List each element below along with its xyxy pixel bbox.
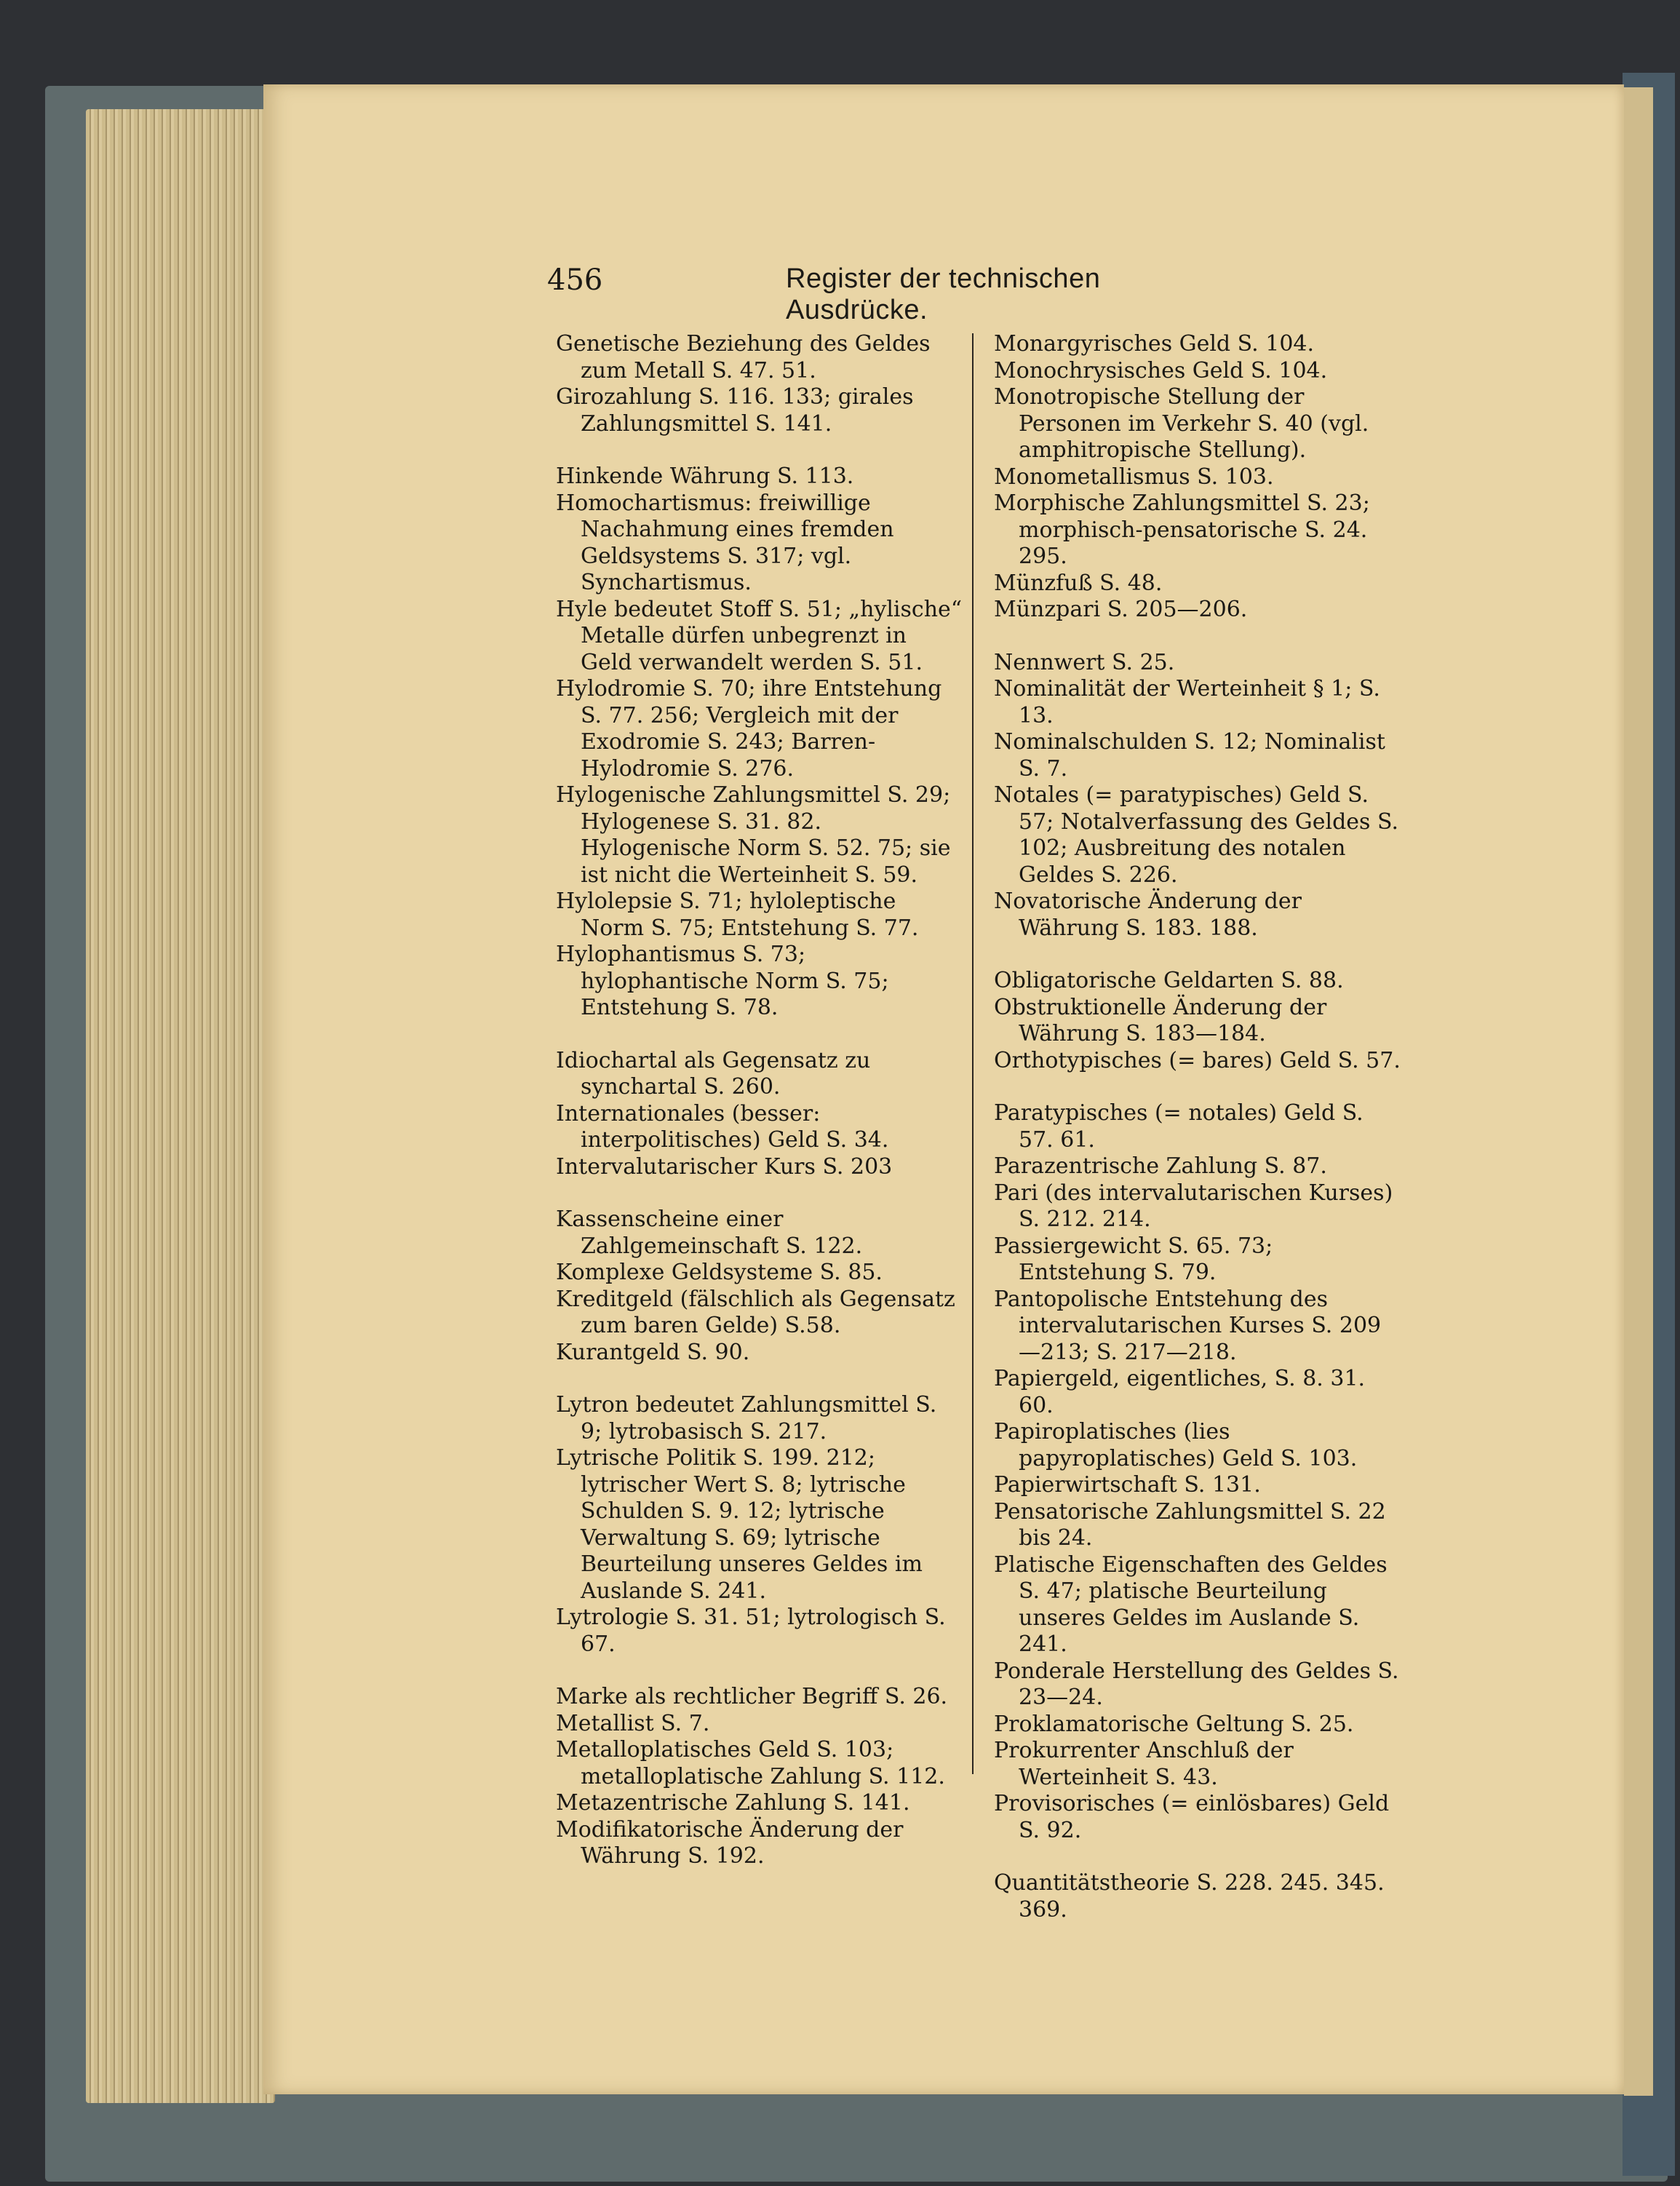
index-entry: Hinkende Währung S. 113. [556, 464, 854, 489]
index-column-left [556, 331, 963, 1870]
index-entry: Novatorische Änderung der Währung S. 183. 188. [994, 889, 1302, 941]
index-entry: Papiergeld, eigentliches, S. 8. 31. 60. [994, 1366, 1366, 1418]
index-entry: Quantitätstheorie S. 228. 245. 345. 369. [994, 1870, 1385, 1923]
index-entry: Hylophantismus S. 73; hylophantische Norm S. 75; Entstehung S. 78. [556, 942, 889, 1020]
index-entry: Parazentrische Zahlung S. 87. [994, 1153, 1327, 1179]
index-entry: Internationales (besser: interpolitisches) Geld S. 34. [556, 1100, 889, 1153]
page-number: 456 [547, 263, 603, 297]
index-entry: Münzpari S. 205—206. [994, 597, 1248, 622]
index-entry: Monargyrisches Geld S. 104. [994, 331, 1315, 357]
index-entry: Monochrysisches Geld S. 104. [994, 357, 1328, 383]
index-entry: Monometallismus S. 103. [994, 464, 1274, 490]
index-entry: Obligatorische Geldarten S. 88. [994, 968, 1344, 993]
index-entry: Kurantgeld S. 90. [556, 1339, 750, 1365]
index-entry: Notales (= paratypisches) Geld S. 57; Notalverfassung des Geldes S. 102; Ausbreitung des notalen Geldes S. 226. [994, 782, 1398, 888]
facing-page-edge [1624, 87, 1653, 2096]
index-entry: Hylodromie S. 70; ihre Entstehung S. 77. 256; Vergleich mit der Exodromie S. 243; Barren-Hylodromie S. 276. [556, 676, 942, 782]
index-entry: Lytrologie S. 31. 51; lytrologisch S. 67. [556, 1605, 946, 1657]
index-entry: Orthotypisches (= bares) Geld S. 57. [994, 1047, 1401, 1073]
index-entry: Nominalität der Werteinheit § 1; S. 13. [994, 676, 1380, 728]
index-entry: Pari (des intervalutarischen Kurses) S. 212. 214. [994, 1180, 1393, 1232]
index-entry: Prokurrenter Anschluß der Werteinheit S. 43. [994, 1738, 1294, 1790]
index-entry: Hylolepsie S. 71; hyloleptische Norm S. 75; Entstehung S. 77. [556, 889, 919, 941]
index-entry: Papiroplatisches (lies papyroplatisches) Geld S. 103. [994, 1419, 1358, 1471]
index-entry: Provisorisches (= einlösbares) Geld S. 92. [994, 1791, 1390, 1843]
running-title: Register der technischen Ausdrücke. [786, 263, 1101, 325]
page-header [547, 263, 1173, 325]
index-entry: Münzfuß S. 48. [994, 570, 1163, 596]
index-entry: Paratypisches (= notales) Geld S. 57. 61. [994, 1100, 1363, 1153]
index-entry: Obstruktionelle Änderung der Währung S. 183—184. [994, 994, 1327, 1046]
letter-group-gap [556, 1180, 963, 1207]
index-entry: Modifikatorische Änderung der Währung S. 192. [556, 1816, 904, 1869]
index-entry: Homochartismus: freiwillige Nachahmung eines fremden Geldsystems S. 317; vgl. Synchartismus. [556, 490, 894, 595]
index-entry: Kreditgeld (fälschlich als Gegensatz zum baren Gelde) S.58. [556, 1286, 955, 1338]
index-entry: Monotropische Stellung der Personen im Verkehr S. 40 (vgl. amphitropische Stellung). [994, 384, 1369, 463]
index-entry: Metazentrische Zahlung S. 141. [556, 1790, 910, 1816]
index-entry: Komplexe Geldsysteme S. 85. [556, 1260, 883, 1285]
index-entry: Pantopolische Entstehung des intervalutarischen Kurses S. 209—213; S. 217—218. [994, 1286, 1382, 1365]
letter-group-gap [556, 1658, 963, 1684]
index-entry: Nennwert S. 25. [994, 649, 1175, 675]
index-entry: Girozahlung S. 116. 133; girales Zahlungsmittel S. 141. [556, 384, 914, 437]
index-entry: Metalloplatisches Geld S. 103; metalloplatische Zahlung S. 112. [556, 1737, 945, 1789]
index-entry: Papierwirtschaft S. 131. [994, 1472, 1261, 1498]
index-entry: Marke als rechtlicher Begriff S. 26. [556, 1684, 948, 1709]
letter-group-gap [556, 437, 963, 464]
index-entry: Kassenscheine einer Zahlgemeinschaft S. 122. [556, 1207, 863, 1259]
index-entry: Hylogenische Zahlungsmittel S. 29; Hylogenese S. 31. 82. Hylogenische Norm S. 52. 75; sie ist nicht die Werteinheit S. 59. [556, 782, 951, 888]
column-divider [972, 333, 974, 1774]
index-entry: Lytrische Politik S. 199. 212; lytrischer Wert S. 8; lytrische Schulden S. 9. 12; lytrische Verwaltung S. 69; lytrische Beurteilung unseres Geldes im Auslande S. 241. [556, 1445, 923, 1604]
letter-group-gap [994, 1844, 1401, 1870]
index-entry: Ponderale Herstellung des Geldes S. 23—24. [994, 1658, 1399, 1710]
letter-group-gap [994, 624, 1401, 650]
index-entry: Morphische Zahlungsmittel S. 23; morphisch-pensatorische S. 24. 295. [994, 490, 1370, 569]
index-entry: Lytron bedeutet Zahlungsmittel S. 9; lytrobasisch S. 217. [556, 1392, 937, 1444]
index-entry: Intervalutarischer Kurs S. 203 [556, 1153, 893, 1180]
letter-group-gap [994, 1074, 1401, 1100]
page-edges [86, 109, 275, 2103]
index-entry: Passiergewicht S. 65. 73; Entstehung S. 79. [994, 1233, 1273, 1285]
index-entry: Nominalschulden S. 12; Nominalist S. 7. [994, 729, 1385, 782]
index-entry: Pensatorische Zahlungsmittel S. 22 bis 24. [994, 1498, 1386, 1551]
index-column-right [994, 331, 1401, 1923]
index-entry: Platische Eigenschaften des Geldes S. 47; platische Beurteilung unseres Geldes im Auslande S. 241. [994, 1551, 1388, 1657]
index-entry: Hyle bedeutet Stoff S. 51; „hylische“ Metalle dürfen unbegrenzt in Geld verwandelt werden S. 51. [556, 596, 963, 675]
index-entry: Genetische Beziehung des Geldes zum Metall S. 47. 51. [556, 331, 931, 383]
letter-group-gap [556, 1366, 963, 1392]
index-entry: Idiochartal als Gegensatz zu synchartal S. 260. [556, 1047, 871, 1100]
index-entry: Metallist S. 7. [556, 1710, 710, 1736]
letter-group-gap [994, 942, 1401, 968]
letter-group-gap [556, 1022, 963, 1048]
index-entry: Proklamatorische Geltung S. 25. [994, 1711, 1354, 1737]
